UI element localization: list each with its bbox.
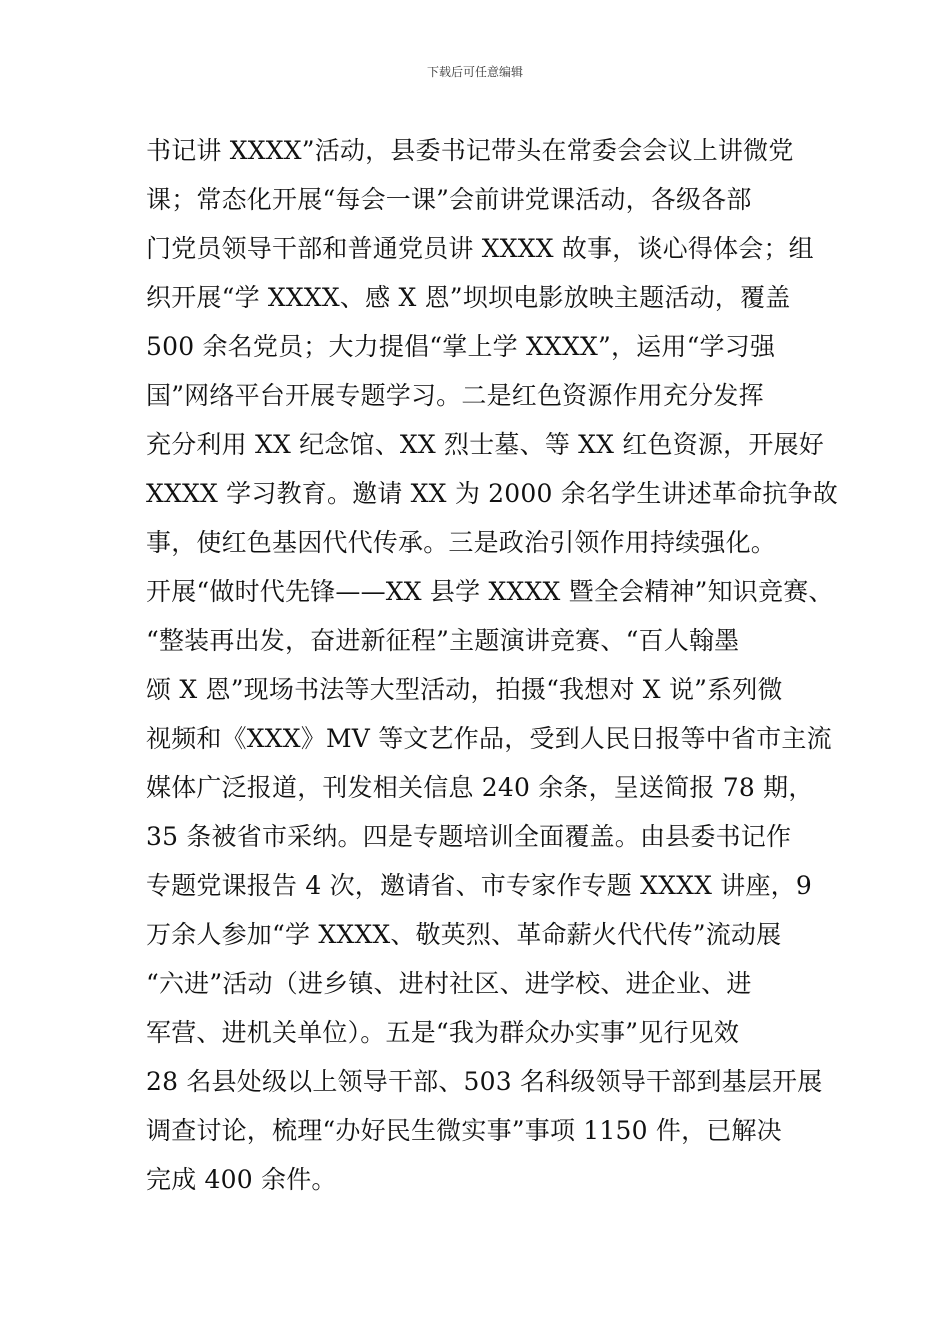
text-line: “整装再出发，奋进新征程”主题演讲竞赛、“百人翰墨: [146, 626, 740, 655]
text-line: 视频和《XXX》MV 等文艺作品，受到人民日报等中省市主流: [146, 724, 832, 753]
text-line: 万余人参加“学 XXXX、敬英烈、革命薪火代代传”流动展: [146, 920, 782, 949]
text-line: 开展“做时代先锋——XX 县学 XXXX 暨全会精神”知识竞赛、: [146, 577, 834, 606]
text-line: 35 条被省市采纳。四是专题培训全面覆盖。由县委书记作: [146, 822, 792, 851]
document-body: [146, 126, 838, 1204]
text-line: “六进”活动（进乡镇、进村社区、进学校、进企业、进: [146, 969, 752, 998]
text-line: 完成 400 余件。: [146, 1165, 337, 1194]
text-line: 军营、进机关单位）。五是“我为群众办实事”见行见效: [146, 1018, 740, 1047]
text-line: 织开展“学 XXXX、感 X 恩”坝坝电影放映主题活动，覆盖: [146, 283, 791, 312]
page-header: 下载后可任意编辑: [426, 65, 523, 79]
text-line: 事，使红色基因代代传承。三是政治引领作用持续强化。: [146, 528, 777, 557]
text-line: 28 名县处级以上领导干部、503 名科级领导干部到基层开展: [146, 1067, 823, 1096]
text-line: 调查讨论，梳理“办好民生微实事”事项 1150 件，已解决: [146, 1116, 782, 1145]
text-line: 颂 X 恩”现场书法等大型活动，拍摄“我想对 X 说”系列微: [146, 675, 783, 704]
text-line: XXXX 学习教育。邀请 XX 为 2000 余名学生讲述革命抗争故: [146, 479, 838, 508]
text-line: 书记讲 XXXX”活动，县委书记带头在常委会会议上讲微党: [146, 136, 794, 165]
text-line: 课；常态化开展“每会一课”会前讲党课活动，各级各部: [146, 185, 752, 214]
text-line: 500 余名党员；大力提倡“掌上学 XXXX”，运用“学习强: [146, 332, 776, 361]
text-line: 门党员领导干部和普通党员讲 XXXX 故事，谈心得体会；组: [146, 234, 814, 263]
text-line: 媒体广泛报道，刊发相关信息 240 余条，呈送简报 78 期，: [146, 773, 814, 802]
text-line: 专题党课报告 4 次，邀请省、市专家作专题 XXXX 讲座，9: [146, 871, 812, 900]
text-line: 充分利用 XX 纪念馆、XX 烈士墓、等 XX 红色资源，开展好: [146, 430, 824, 459]
text-line: 国”网络平台开展专题学习。二是红色资源作用充分发挥: [146, 381, 764, 410]
